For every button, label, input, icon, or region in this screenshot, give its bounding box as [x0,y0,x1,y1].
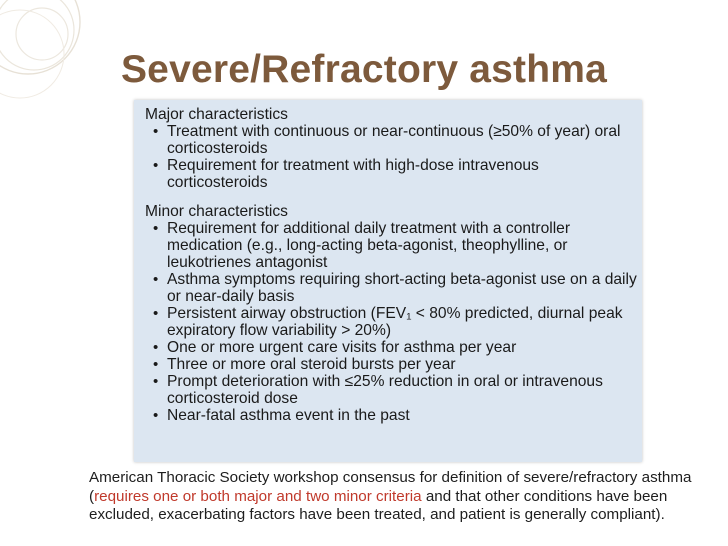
caption-text-end: and that other conditions have been excluded, exacerbating factors have been treated, and patient is generally compliant). [89,487,668,524]
list-item: • Persistent airway obstruction (FEV₁ < 80% predicted, diurnal peak expiratory flow variability > 20%) [153,305,623,339]
caption-highlight: requires one or both major and two minor criteria [94,487,422,505]
major-characteristics-heading: Major characteristics [145,106,288,123]
list-item: • Near-fatal asthma event in the past [153,407,410,424]
bullet-icon: • [153,407,159,424]
bullet-icon: • [153,123,159,140]
list-item: • Asthma symptoms requiring short-acting beta-agonist use on a daily or near-daily basis [153,271,637,305]
bullet-icon: • [153,305,159,322]
bullet-icon: • [153,157,159,174]
bullet-icon: • [153,356,159,373]
minor-characteristics-heading: Minor characteristics [145,203,288,220]
list-item: • Prompt deterioration with ≤25% reduction in oral or intravenous corticosteroid dose [153,373,603,407]
list-item: • Treatment with continuous or near-continuous (≥50% of year) oral corticosteroids [153,123,621,157]
major-characteristics-list [145,123,642,191]
list-item: • Three or more oral steroid bursts per year [153,356,456,373]
bullet-icon: • [153,220,159,237]
bullet-icon: • [153,271,159,288]
bullet-icon: • [153,339,159,356]
list-item: • One or more urgent care visits for asthma per year [153,339,517,356]
list-item: • Requirement for additional daily treatment with a controller medication (e.g., long-acting beta-agonist, theophylline, or leukotrienes antagonist [153,220,571,271]
slide-title: Severe/Refractory asthma [120,48,608,91]
list-item: • Requirement for treatment with high-dose intravenous corticosteroids [153,157,539,191]
caption-text-start: American Thoracic Society workshop consensus for definition of severe/refractory asthma ( [89,469,692,505]
minor-characteristics-list [145,220,642,424]
source-caption [89,469,719,525]
criteria-panel [134,100,642,462]
bullet-icon: • [153,373,159,390]
